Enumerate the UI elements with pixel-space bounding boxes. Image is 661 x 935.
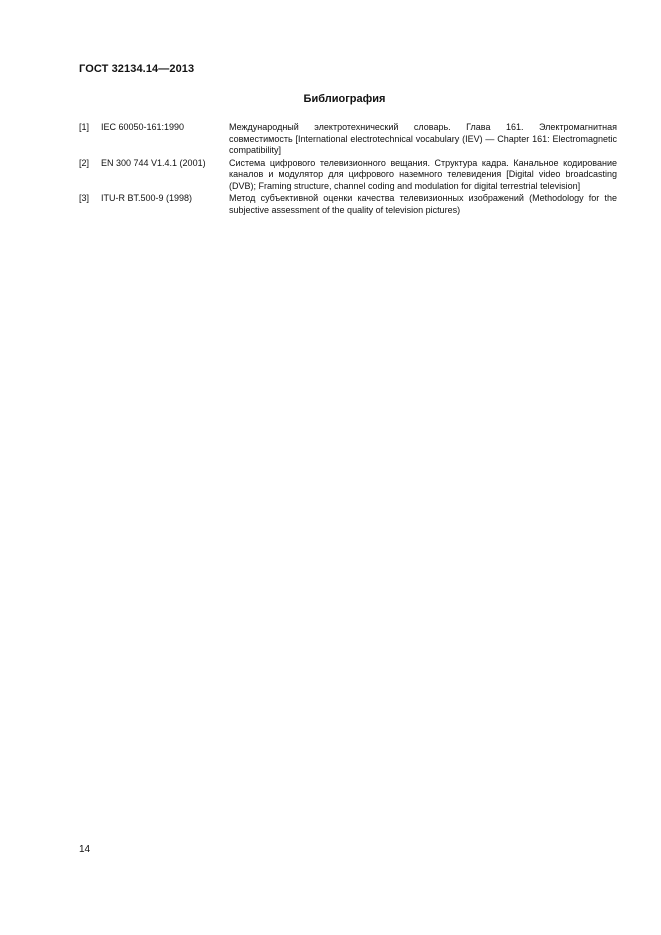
entry-number: [2] [79,157,90,168]
entry-description: Метод субъективной оценки качества телевизионных изображений (Methodology for the subjective assessment of the quality of television pictures) [229,193,617,215]
bibliography-entry [79,158,617,193]
document-header: ГОСТ 32134.14—2013 [79,63,195,75]
entry-description: Система цифрового телевизионного вещания. Структура кадра. Канальное кодирование каналов и модулятор для цифрового наземного телевидения [Digital video broadcasting (DVB); Framing structure, channel coding and modulation for digital terrestrial television] [229,157,617,191]
entry-code: ITU-R BT.500-9 (1998) [101,193,193,203]
entry-code: IEC 60050-161:1990 [101,122,185,132]
entry-number: [3] [79,193,90,203]
bibliography-list [79,122,617,217]
page-number: 14 [79,844,91,855]
entry-number: [1] [79,122,90,132]
section-title: Библиография [303,93,386,105]
entry-code: EN 300 744 V1.4.1 (2001) [101,157,206,168]
entry-description: Международный электротехнический словарь. Глава 161. Электромагнитная совместимость [International electrotechnical vocabulary (IEV) — Chapter 161: Electromagnetic compatibility] [229,122,617,155]
bibliography-entry [79,122,617,157]
bibliography-entry [79,193,617,216]
